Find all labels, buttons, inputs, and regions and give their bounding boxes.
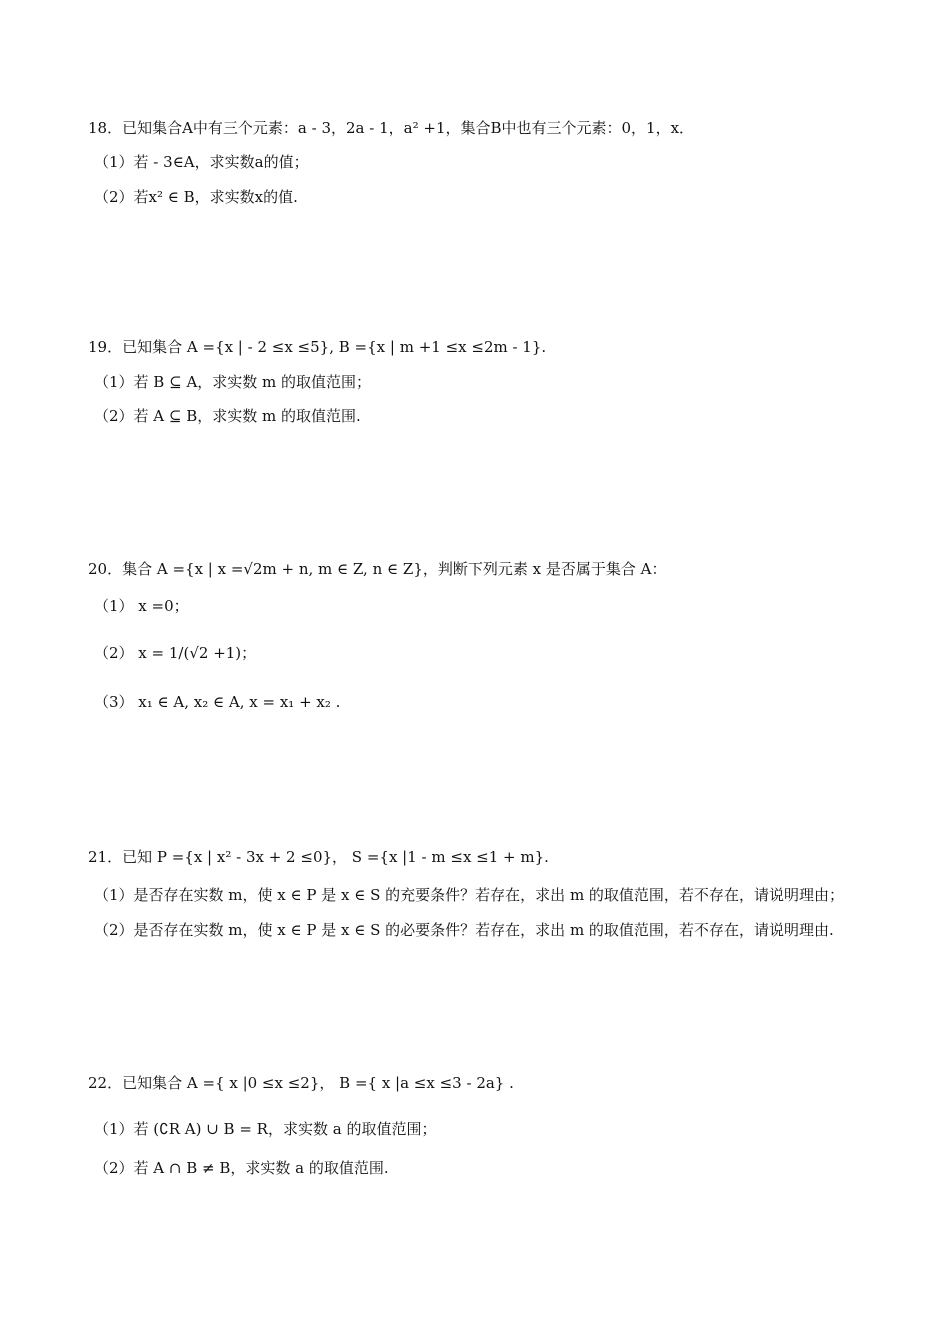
problem-19-stem: 19．已知集合 A ={x | - 2 ≤x ≤5}, B ={x | m +1 ≤x ≤2m - 1}.	[88, 338, 547, 356]
problem-22-part-1: （1）若 (∁R A) ∪ B = R，求实数 a 的取值范围；	[94, 1120, 437, 1138]
problem-22-stem: 22．已知集合 A ={ x |0 ≤x ≤2}， B ={ x |a ≤x ≤3 - 2a} .	[88, 1074, 514, 1092]
problem-18-part-1: （1）若 - 3∈A，求实数a的值；	[94, 153, 309, 171]
problem-21-stem: 21．已知 P ={x | x² - 3x + 2 ≤0}， S ={x |1 - m ≤x ≤1 + m}.	[88, 848, 549, 866]
problem-20-part-3: （3） x₁ ∈ A, x₂ ∈ A, x = x₁ + x₂ .	[94, 693, 341, 711]
problem-20-stem: 20．集合 A ={x | x =√2m + n, m ∈ Z, n ∈ Z}，判断下列元素 x 是否属于集合 A：	[88, 560, 667, 578]
problem-18-part-2: （2）若x² ∈ B，求实数x的值.	[94, 188, 298, 206]
problem-18-stem: 18．已知集合A中有三个元素：a - 3，2a - 1，a² +1，集合B中也有三个元素：0，1，x．	[88, 119, 695, 137]
problem-19-part-1: （1）若 B ⊆ A，求实数 m 的取值范围；	[94, 373, 372, 391]
problem-19-part-2: （2）若 A ⊆ B，求实数 m 的取值范围.	[94, 407, 361, 425]
problem-22-part-2: （2）若 A ∩ B ≠ B，求实数 a 的取值范围.	[94, 1159, 389, 1177]
problem-21-part-1: （1）是否存在实数 m，使 x ∈ P 是 x ∈ S 的充要条件？若存在，求出 m 的取值范围，若不存在，请说明理由；	[94, 886, 844, 904]
problem-20-part-1: （1） x =0；	[94, 597, 189, 615]
problem-20-part-2: （2） x = 1/(√2 +1)；	[94, 644, 257, 662]
problem-21-part-2: （2）是否存在实数 m，使 x ∈ P 是 x ∈ S 的必要条件？若存在，求出 m 的取值范围，若不存在，请说明理由.	[94, 921, 834, 939]
